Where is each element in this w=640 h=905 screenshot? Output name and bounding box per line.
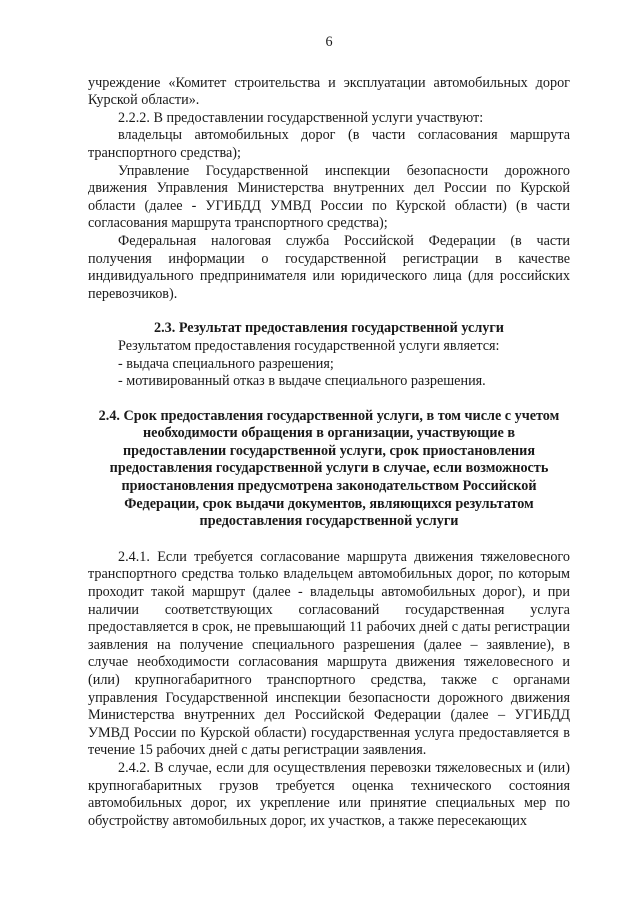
section-heading-2-3: 2.3. Результат предоставления государственной услуги [153, 320, 504, 337]
paragraph: владельцы автомобильных дорог (в части согласования маршрута транспортного средства); [88, 127, 570, 161]
paragraph: Федеральная налоговая служба Российской Федерации (в части получения информации о государственной регистрации в качестве индивидуального предпринимателя или юридического лица (для российских перевозчиков). [88, 232, 570, 302]
paragraph: Результатом предоставления государственной услуги является: [118, 337, 500, 354]
list-item: - выдача специального разрешения; [118, 355, 334, 372]
paragraph: учреждение «Комитет строительства и эксплуатации автомобильных дорог Курской области». [88, 74, 570, 109]
paragraph: 2.4.1. Если требуется согласование маршрута движения тяжеловесного транспортного средства только владельцем автомобильных дорог, по которым проходит такой маршрут (далее - владельцы автомобильных дорог), и при наличии соответствующих согласований государственная услуга предоставляется в срок, не превышающий 11 рабочих дней с даты регистрации заявления на получение специального разрешения (далее – заявление), в случае необходимости согласования маршрута движения тяжеловесного и (или) крупногабаритного транспортного средства, также с органами управления Государственной инспекции безопасности дорожного движения Министерства внутренних дел Российской Федерации (далее – УГИБДД УМВД России по Курской области) государственная услуга предоставляется в течение 15 рабочих дней с даты регистрации заявления. [88, 548, 570, 759]
paragraph: 2.4.2. В случае, если для осуществления перевозки тяжеловесных и (или) крупногабаритных грузов требуется оценка технического состояния автомобильных дорог, их укрепление или принятие специальных мер по обустройству автомобильных дорог, их участков, а также пересекающих [88, 759, 570, 829]
list-item: - мотивированный отказ в выдаче специального разрешения. [118, 373, 486, 390]
paragraph: 2.2.2. В предоставлении государственной услуги участвуют: [118, 109, 484, 126]
paragraph: Управление Государственной инспекции безопасности дорожного движения Управления Министерства внутренних дел России по Курской области (далее - УГИБДД УМВД России по Курской области) (в части согласования маршрута транспортного средства); [88, 162, 570, 232]
page-number: 6 [325, 34, 333, 50]
spacer [88, 531, 570, 549]
section-heading-2-4: 2.4. Срок предоставления государственной услуги, в том числе с учетом необходимости обращения в организации, участвующие в предоставлении государственной услуги, срок приостановления предоставления государственной услуги в случае, если возможность приостановления предусмотрена законодательством Российской Федерации, срок выдачи документов, являющихся результатом предоставления государственной услуги [98, 407, 560, 530]
